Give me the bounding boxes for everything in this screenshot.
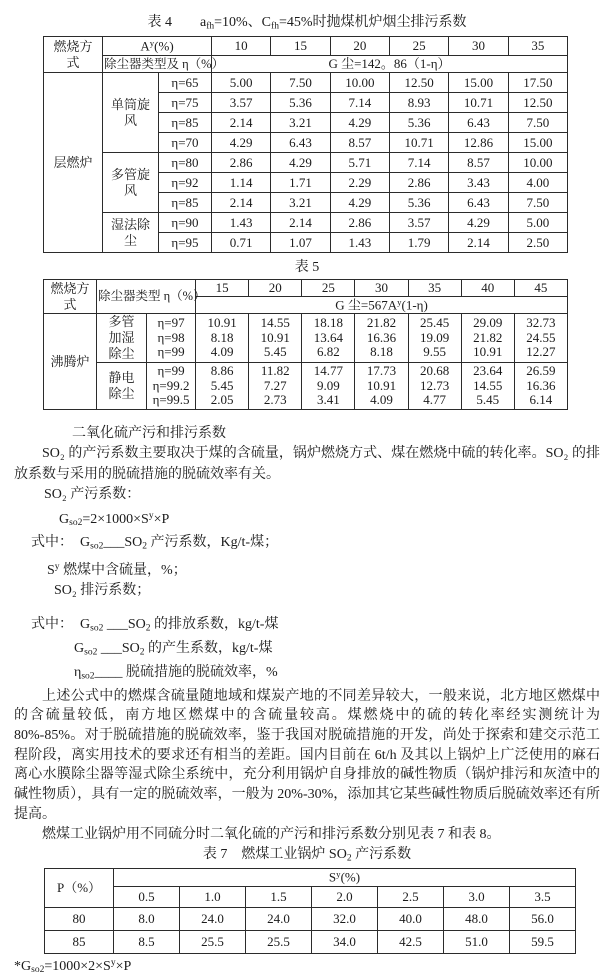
table-row: [45, 886, 576, 907]
eta-cell: η=97 η=98 η=99: [147, 314, 196, 363]
col-header: 45: [514, 280, 567, 297]
table-row: [44, 314, 568, 363]
cell: 11.82 7.27 2.73: [249, 362, 302, 409]
col-header: 2.0: [312, 886, 378, 907]
header-g-formula: G 尘$=567A^y(1-\eta)$: [196, 297, 568, 314]
cell: 40.0: [378, 907, 444, 930]
cell: 15.00: [449, 73, 508, 93]
cell: 6.43: [449, 113, 508, 133]
cell: 21.82 16.36 8.18: [355, 314, 408, 363]
eta-cell: η=80: [159, 153, 212, 173]
table-row: [44, 56, 568, 73]
cell: 17.50: [508, 73, 567, 93]
cell: 7.50: [508, 193, 567, 213]
cell: 10.00: [330, 73, 389, 93]
header-sy: $S^y(\%)$: [114, 869, 576, 886]
cell: 51.0: [444, 930, 510, 953]
table-row: [45, 869, 576, 886]
col-header: 35: [408, 280, 461, 297]
col-header: 3.5: [510, 886, 576, 907]
section-heading: 二氧化硫产污和排污系数: [72, 425, 226, 441]
col-header: 2.5: [378, 886, 444, 907]
table5: [43, 279, 568, 409]
col-header: 35: [508, 37, 567, 56]
eta-cell: η=90: [159, 213, 212, 233]
cell: 0.71: [212, 233, 271, 253]
eta-cell: η=92: [159, 173, 212, 193]
table4-title: 表 4 $a_{fh}=10\%$、$C_{fh}=45\%$时抛煤机炉烟尘排污系数: [147, 15, 467, 32]
cell: 25.5: [180, 930, 246, 953]
fuel-cell: 沸腾炉: [44, 314, 97, 409]
eta-cell: η=65: [159, 73, 212, 93]
col-header: 3.0: [444, 886, 510, 907]
definition-line: $G_{so2}$ $\_\_\_SO_2$ 的产生系数，kg/t-煤: [74, 640, 273, 658]
cell: 2.14: [449, 233, 508, 253]
row-header: 85: [45, 930, 114, 953]
cell: 2.14: [212, 193, 271, 213]
col-header: 1.5: [246, 886, 312, 907]
cell: 24.0: [180, 907, 246, 930]
cell: 12.50: [389, 73, 448, 93]
table-row: [44, 73, 568, 93]
table7-footnote: $*G_{so2}=1000\times 2\times S^y\times P$: [14, 957, 132, 975]
cell: 4.29: [330, 193, 389, 213]
cell: 8.86 5.45 2.05: [196, 362, 249, 409]
col-header: 10: [212, 37, 271, 56]
cell: 7.50: [508, 113, 567, 133]
cell: 4.29: [449, 213, 508, 233]
group-cell: 湿法除尘: [103, 213, 159, 253]
cell: 17.73 10.91 4.09: [355, 362, 408, 409]
cell: 5.00: [508, 213, 567, 233]
cell: 3.57: [389, 213, 448, 233]
header-duster-type: 除尘器类型 η（%）: [97, 280, 196, 314]
cell: 1.14: [212, 173, 271, 193]
cell: 18.18 13.64 6.82: [302, 314, 355, 363]
table7-title: 表 7 燃煤工业锅炉 $SO_2$ 产污系数: [202, 847, 412, 864]
cell: 8.57: [330, 133, 389, 153]
table-row: [44, 362, 568, 409]
cell: 14.77 9.09 3.41: [302, 362, 355, 409]
table-row: [44, 213, 568, 233]
so2-section: [14, 424, 600, 845]
cell: 2.14: [212, 113, 271, 133]
group-cell: 静电除尘: [97, 362, 147, 409]
eta-cell: η=95: [159, 233, 212, 253]
cell: 2.50: [508, 233, 567, 253]
header-p: P（%）: [45, 869, 114, 907]
definition-line: 式中： $G_{so2}$ $\_\_\_SO_2$ 的排放系数，kg/t-煤: [31, 616, 279, 634]
cell: 1.43: [212, 213, 271, 233]
cell: 4.29: [212, 133, 271, 153]
col-header: 25: [302, 280, 355, 297]
paragraph: SO₂ 的产污系数主要取决于煤的含硫量，锅炉燃烧方式、煤在燃烧中硫的转化率。SO₂ 的排放系数与采用的脱硫措施的脱硫效率有关。: [14, 446, 600, 482]
cell: 1.79: [389, 233, 448, 253]
paragraph: 上述公式中的燃煤含硫量随地域和煤炭产地的不同差异较大，一般来说，北方地区燃煤中的含硫量较低，南方地区燃煤中的含硫量较高。煤燃烧中的硫的转化率经实测统计为 80%-85%。对于脱硫措施的脱硫效率，鉴于我国对脱硫措施的开发，尚处于探索和建交示范工程阶段，离实用技术的要求还有相当的差距。国内目前在 6t/h 及其以上锅炉上广泛使用的麻石离心水膜除尘器等湿式除尘系统中，充分利用锅炉自身排放的碱性物质（锅炉排污和灰渣中的碱性物质），具有一定的脱硫效率，一般为 20%-30%，添加其它某些碱性物质后脱硫效率还有所提高。: [14, 688, 600, 822]
cell: 26.59 16.36 6.14: [514, 362, 567, 409]
cell: 5.00: [212, 73, 271, 93]
cell: 2.14: [271, 213, 330, 233]
cell: 10.71: [389, 133, 448, 153]
col-header: 0.5: [114, 886, 180, 907]
cell: 3.21: [271, 113, 330, 133]
cell: 10.00: [508, 153, 567, 173]
cell: 8.57: [449, 153, 508, 173]
col-header: 30: [355, 280, 408, 297]
paragraph: 燃煤工业锅炉用不同硫分时二氧化硫的产污和排污系数分别见表 7 和表 8。: [42, 826, 501, 842]
header-burn-mode: 燃烧方式: [44, 280, 97, 314]
cell: 1.07: [271, 233, 330, 253]
col-header: 20: [330, 37, 389, 56]
cell: 4.00: [508, 173, 567, 193]
so2-coefficient-label: SO₂ 产污系数：: [44, 487, 141, 503]
table-row: [45, 907, 576, 930]
cell: 48.0: [444, 907, 510, 930]
cell: 6.43: [449, 193, 508, 213]
eta-cell: η=70: [159, 133, 212, 153]
group-cell: 多管加湿除尘: [97, 314, 147, 363]
table7: [44, 868, 576, 953]
fuel-cell: 层燃炉: [44, 73, 103, 253]
cell: 8.93: [389, 93, 448, 113]
col-header: 25: [389, 37, 448, 56]
eta-cell: η=75: [159, 93, 212, 113]
table-row: [44, 280, 568, 297]
header-ay: $A^y(\%)$: [103, 37, 212, 56]
cell: 7.14: [389, 153, 448, 173]
cell: 12.50: [508, 93, 567, 113]
cell: 32.0: [312, 907, 378, 930]
cell: 7.14: [330, 93, 389, 113]
cell: 8.0: [114, 907, 180, 930]
group-cell: 多管旋风: [103, 153, 159, 213]
cell: 59.5: [510, 930, 576, 953]
col-header: 15: [196, 280, 249, 297]
cell: 10.91 8.18 4.09: [196, 314, 249, 363]
table-row: [44, 37, 568, 56]
cell: 3.43: [449, 173, 508, 193]
table-row: [45, 930, 576, 953]
eta-cell: η=85: [159, 113, 212, 133]
cell: 56.0: [510, 907, 576, 930]
col-header: 30: [449, 37, 508, 56]
cell: 29.09 21.82 10.91: [461, 314, 514, 363]
cell: 15.00: [508, 133, 567, 153]
definition-line: 式中： $G_{so2}\_\_\_SO_2$ 产污系数，Kg/t-煤；: [31, 535, 279, 552]
cell: 5.71: [330, 153, 389, 173]
cell: 42.5: [378, 930, 444, 953]
cell: 5.36: [389, 113, 448, 133]
header-duster-type: 除尘器类型及 η（%）: [103, 56, 212, 73]
cell: 14.55 10.91 5.45: [249, 314, 302, 363]
cell: 25.5: [246, 930, 312, 953]
cell: 12.86: [449, 133, 508, 153]
cell: 32.73 24.55 12.27: [514, 314, 567, 363]
cell: 10.71: [449, 93, 508, 113]
cell: 20.68 12.73 4.77: [408, 362, 461, 409]
cell: 1.43: [330, 233, 389, 253]
cell: 34.0: [312, 930, 378, 953]
col-header: 15: [271, 37, 330, 56]
eta-cell: η=99 η=99.2 η=99.5: [147, 362, 196, 409]
table4: [43, 36, 568, 253]
header-burn-mode: 燃烧方式: [44, 37, 103, 73]
formula-line: $G_{so2}=2\times 1000\times S^y\times P$: [59, 510, 170, 528]
table-row: [44, 153, 568, 173]
cell: 8.5: [114, 930, 180, 953]
cell: 2.29: [330, 173, 389, 193]
cell: 3.21: [271, 193, 330, 213]
cell: 1.71: [271, 173, 330, 193]
cell: 25.45 19.09 9.55: [408, 314, 461, 363]
definition-line: SO₂ 排污系数；: [54, 583, 151, 599]
cell: 3.57: [212, 93, 271, 113]
blank-line: [14, 602, 600, 615]
eta-cell: η=85: [159, 193, 212, 213]
cell: 5.36: [389, 193, 448, 213]
cell: 2.86: [389, 173, 448, 193]
table5-title: 表 5: [294, 260, 320, 276]
col-header: 1.0: [180, 886, 246, 907]
cell: 5.36: [271, 93, 330, 113]
cell: 6.43: [271, 133, 330, 153]
group-cell: 单筒旋风: [103, 73, 159, 153]
cell: 2.86: [212, 153, 271, 173]
cell: 4.29: [330, 113, 389, 133]
cell: 7.50: [271, 73, 330, 93]
cell: 23.64 14.55 5.45: [461, 362, 514, 409]
cell: 24.0: [246, 907, 312, 930]
header-g-formula: G 尘=142。86（1-η）: [212, 56, 568, 73]
cell: 4.29: [271, 153, 330, 173]
definition-line: $\eta_{so2}\_\_\_\_$ 脱硫措施的脱硫效率，%: [74, 664, 278, 682]
definition-line: $S^y$ 燃煤中含硫量，%；: [47, 562, 187, 578]
col-header: 20: [249, 280, 302, 297]
col-header: 40: [461, 280, 514, 297]
row-header: 80: [45, 907, 114, 930]
cell: 2.86: [330, 213, 389, 233]
